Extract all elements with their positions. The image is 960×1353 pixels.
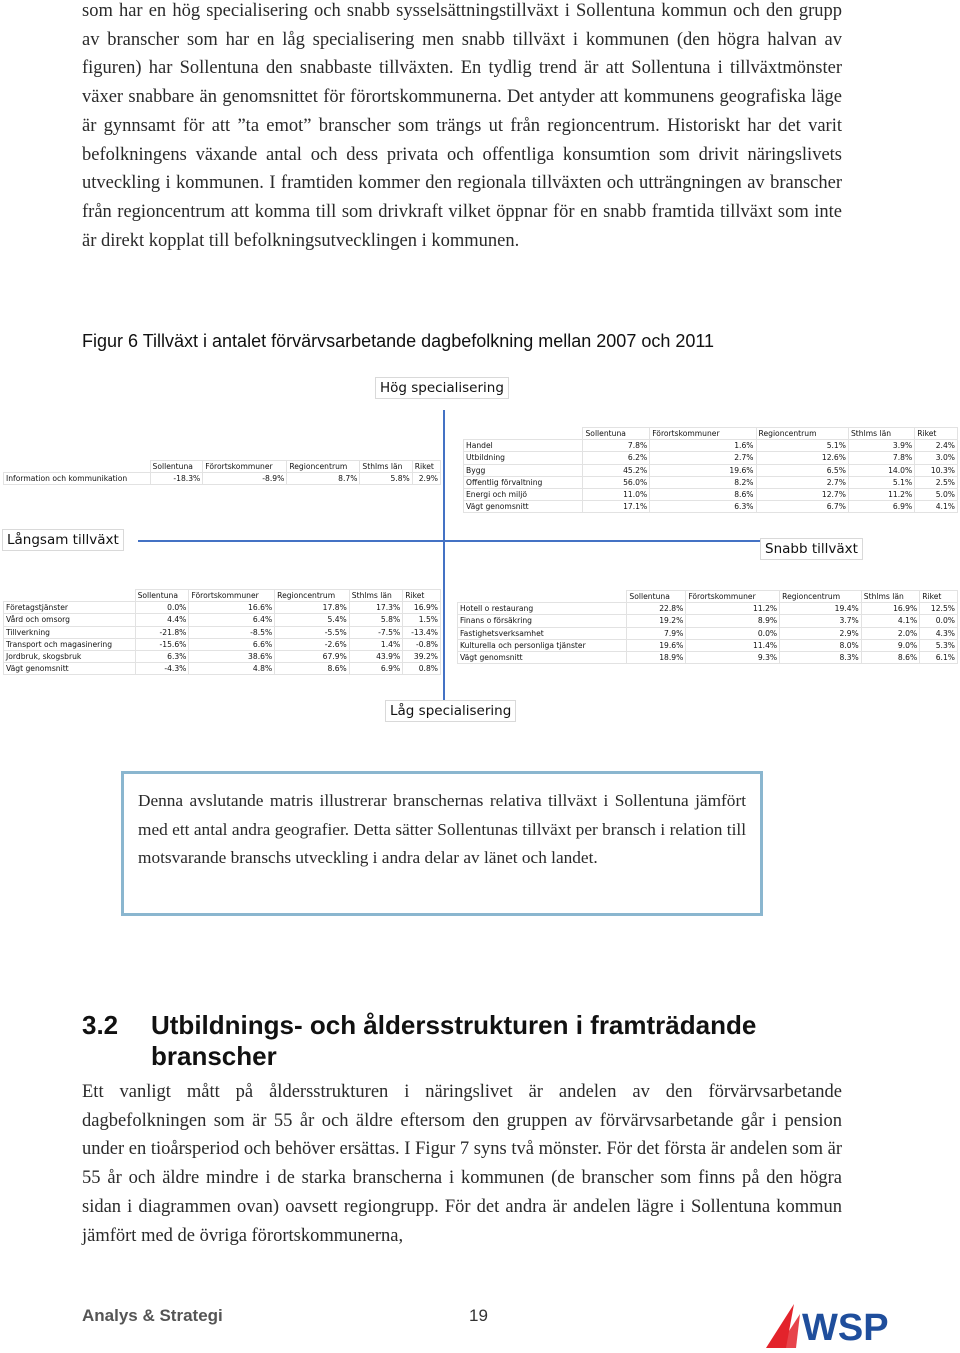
section-title: Utbildnings- och åldersstrukturen i framträdande branscher — [151, 1010, 757, 1071]
table-bottom-right — [457, 590, 958, 664]
table-cell: 5.8% — [349, 614, 402, 626]
table-cell: 6.9% — [349, 663, 402, 675]
table-cell: 8.6% — [275, 663, 350, 675]
table-header-row — [458, 591, 958, 603]
table-cell: 6.6% — [189, 638, 275, 650]
table-cell: 11.0% — [583, 489, 650, 501]
table-cell: 0.0% — [686, 627, 780, 639]
column-header: Förortskommuner — [203, 461, 287, 473]
table-cell: 3.0% — [915, 452, 958, 464]
table-cell: 5.4% — [275, 614, 350, 626]
table-cell: 1.6% — [650, 440, 756, 452]
column-header: Riket — [915, 428, 958, 440]
table-cell: 9.0% — [861, 639, 919, 651]
table-cell: 11.4% — [686, 639, 780, 651]
column-header: Sollentuna — [583, 428, 650, 440]
table-row — [4, 614, 441, 626]
column-header: Regioncentrum — [756, 428, 848, 440]
table-cell: 2.4% — [915, 440, 958, 452]
table-cell: 6.4% — [189, 614, 275, 626]
table-cell: 5.0% — [915, 489, 958, 501]
table-cell: 16.9% — [861, 603, 919, 615]
row-label: Hotell o restaurang — [458, 603, 627, 615]
column-header: Regioncentrum — [780, 591, 862, 603]
table-header-row — [4, 461, 441, 473]
row-label: Vägt genomsnitt — [458, 652, 627, 664]
table-cell: 2.9% — [412, 473, 440, 485]
table-row — [4, 663, 441, 675]
axis-label-high-specialization: Hög specialisering — [375, 377, 509, 399]
table-cell: 12.7% — [756, 489, 848, 501]
page-number: 19 — [469, 1306, 488, 1325]
table-cell: 22.8% — [627, 603, 686, 615]
table-cell: 17.1% — [583, 501, 650, 513]
section-number: 3.2 — [82, 1010, 119, 1040]
table-cell: 45.2% — [583, 464, 650, 476]
table-bottom-left — [3, 589, 441, 675]
table-cell: 38.6% — [189, 651, 275, 663]
table-cell: 5.1% — [756, 440, 848, 452]
table-cell: 1.5% — [403, 614, 441, 626]
section-heading — [82, 1010, 842, 1072]
axis-label-low-specialization: Låg specialisering — [385, 700, 516, 722]
table-cell: 1.4% — [349, 638, 402, 650]
table-cell: 39.2% — [403, 651, 441, 663]
axis-label-slow-growth: Långsam tillväxt — [2, 529, 124, 551]
figure-caption: Figur 6 Tillväxt i antalet förvärvsarbetande dagbefolkning mellan 2007 och 2011 — [82, 331, 715, 351]
table-cell: 18.9% — [627, 652, 686, 664]
column-header: Sollentuna — [150, 461, 203, 473]
table-row — [458, 615, 958, 627]
table-row — [464, 452, 958, 464]
table-cell: 4.1% — [861, 615, 919, 627]
table-cell: 6.2% — [583, 452, 650, 464]
column-header: Sthlms län — [861, 591, 919, 603]
row-label: Bygg — [464, 464, 583, 476]
table-row — [464, 501, 958, 513]
table-row — [458, 652, 958, 664]
table-cell: -13.4% — [403, 626, 441, 638]
table-cell: 6.7% — [756, 501, 848, 513]
table-cell: 8.3% — [780, 652, 862, 664]
footer-department: Analys & Strategi — [82, 1306, 223, 1325]
column-header: Sollentuna — [627, 591, 686, 603]
table-cell: 8.6% — [650, 489, 756, 501]
row-label: Fastighetsverksamhet — [458, 627, 627, 639]
table-top-right — [463, 427, 958, 513]
table-header-row — [464, 428, 958, 440]
column-header: Riket — [920, 591, 958, 603]
table-row — [4, 473, 441, 485]
table-cell: 3.7% — [780, 615, 862, 627]
table-cell: 5.1% — [848, 476, 914, 488]
header-corner — [464, 428, 583, 440]
table-row — [458, 627, 958, 639]
body-paragraph-top: som har en hög specialisering och snabb sysselsättningstillväxt i Sollentuna kommun och den grupp av branscher som har en låg specialisering men snabb tillväxt i kommunen (den högra halvan av figuren) har Sollentuna den snabbaste tillväxten. En tydlig trend är att Sollentuna i tillväxtmönster växer snabbare än genomsnittet för förortskommunerna. Det antyder att kommunens geografiska läge är gynnsamt för att ”ta emot” branscher som trängs ut från regioncentrum. Historiskt har det varit befolkningens växande antal och dess privata och offentliga konsumtion som drivit näringslivets utveckling i kommunen. I framtiden kommer den regionala tillväxten och utträngningen av branscher från regioncentrum att komma till som drivkraft vilket öppnar för en snabb framtida tillväxt som inte är direkt kopplat till befolkningsutvecklingen i kommunen. — [82, 1, 842, 251]
table-cell: 16.9% — [403, 602, 441, 614]
table-row — [464, 489, 958, 501]
row-label: Vägt genomsnitt — [4, 663, 136, 675]
row-label: Transport och magasinering — [4, 638, 136, 650]
table-cell: 5.3% — [920, 639, 958, 651]
table-cell: -5.5% — [275, 626, 350, 638]
table-cell: 17.3% — [349, 602, 402, 614]
column-header: Sthlms län — [360, 461, 412, 473]
horizontal-axis — [138, 540, 764, 542]
row-label: Information och kommunikation — [4, 473, 151, 485]
column-header: Regioncentrum — [275, 590, 350, 602]
row-label: Tillverkning — [4, 626, 136, 638]
row-label: Finans o försäkring — [458, 615, 627, 627]
table-cell: 10.3% — [915, 464, 958, 476]
table-cell: 4.8% — [189, 663, 275, 675]
row-label: Utbildning — [464, 452, 583, 464]
table-cell: 0.0% — [135, 602, 189, 614]
table-cell: 7.9% — [627, 627, 686, 639]
table-cell: 17.8% — [275, 602, 350, 614]
row-label: Vägt genomsnitt — [464, 501, 583, 513]
table-row — [458, 603, 958, 615]
table-cell: 16.6% — [189, 602, 275, 614]
table-cell: -4.3% — [135, 663, 189, 675]
table-cell: 2.0% — [861, 627, 919, 639]
table-cell: 6.9% — [848, 501, 914, 513]
table-cell: 2.5% — [915, 476, 958, 488]
table-row — [464, 464, 958, 476]
column-header: Regioncentrum — [287, 461, 360, 473]
table-cell: 8.7% — [287, 473, 360, 485]
row-label: Offentlig förvaltning — [464, 476, 583, 488]
table-cell: 11.2% — [848, 489, 914, 501]
column-header: Sollentuna — [135, 590, 189, 602]
row-label: Kulturella och personliga tjänster — [458, 639, 627, 651]
table-top-left — [3, 460, 441, 485]
table-cell: -7.5% — [349, 626, 402, 638]
column-header: Förortskommuner — [686, 591, 780, 603]
table-cell: 4.1% — [915, 501, 958, 513]
table-cell: -15.6% — [135, 638, 189, 650]
table-cell: -0.8% — [403, 638, 441, 650]
column-header: Sthlms län — [349, 590, 402, 602]
table-cell: 67.9% — [275, 651, 350, 663]
table-cell: -2.6% — [275, 638, 350, 650]
table-cell: 56.0% — [583, 476, 650, 488]
table-cell: 8.9% — [686, 615, 780, 627]
table-cell: -18.3% — [150, 473, 203, 485]
table-row — [464, 440, 958, 452]
table-cell: 2.7% — [756, 476, 848, 488]
table-cell: -8.9% — [203, 473, 287, 485]
table-cell: 0.8% — [403, 663, 441, 675]
axis-label-fast-growth: Snabb tillväxt — [760, 538, 863, 560]
table-cell: -21.8% — [135, 626, 189, 638]
table-cell: 7.8% — [848, 452, 914, 464]
body-paragraph-bottom: Ett vanligt mått på åldersstrukturen i näringslivet är andelen av den förvärvsarbetande dagbefolkningen som är 55 år och äldre eftersom den gruppen av förvärvsarbetande går i pension under en tioårsperiod och behöver ersättas. I Figur 7 syns två mönster. För det första är andelen som är 55 år och äldre mindre i de starka branscherna i kommunen (de branscher som finns på den högra sidan i diagrammen ovan) oavsett regiongrupp. För det andra är andelen lägre i Sollentuna kommun jämfört med de övriga förortskommunerna, — [82, 1082, 842, 1246]
table-row — [4, 626, 441, 638]
table-cell: 6.5% — [756, 464, 848, 476]
table-cell: 5.8% — [360, 473, 412, 485]
table-cell: 4.3% — [920, 627, 958, 639]
table-cell: 8.2% — [650, 476, 756, 488]
growth-matrix — [0, 370, 960, 730]
vertical-axis — [443, 410, 445, 700]
row-label: Vård och omsorg — [4, 614, 136, 626]
column-header: Riket — [403, 590, 441, 602]
table-cell: 4.4% — [135, 614, 189, 626]
row-label: Företagstjänster — [4, 602, 136, 614]
column-header: Förortskommuner — [189, 590, 275, 602]
table-cell: 3.9% — [848, 440, 914, 452]
column-header: Riket — [412, 461, 440, 473]
table-cell: 19.6% — [627, 639, 686, 651]
table-cell: 8.0% — [780, 639, 862, 651]
table-cell: 43.9% — [349, 651, 402, 663]
table-cell: 7.8% — [583, 440, 650, 452]
table-cell: -8.5% — [189, 626, 275, 638]
column-header: Sthlms län — [848, 428, 914, 440]
explanation-text: Denna avslutande matris illustrerar branschernas relativa tillväxt i Sollentuna jämfört med ett antal andra geografier. Detta sätter Sollentunas tillväxt per bransch i relation till motsvarande branschs utveckling i andra delar av länet och landet. — [138, 791, 746, 868]
row-label: Energi och miljö — [464, 489, 583, 501]
logo-text: WSP — [802, 1307, 889, 1349]
row-label: Handel — [464, 440, 583, 452]
row-label: Jordbruk, skogsbruk — [4, 651, 136, 663]
table-cell: 19.2% — [627, 615, 686, 627]
table-row — [4, 602, 441, 614]
table-cell: 12.6% — [756, 452, 848, 464]
table-cell: 11.2% — [686, 603, 780, 615]
table-cell: 2.9% — [780, 627, 862, 639]
wsp-logo — [764, 1300, 900, 1350]
table-cell: 12.5% — [920, 603, 958, 615]
explanation-box — [121, 771, 763, 916]
table-row — [458, 639, 958, 651]
table-header-row — [4, 590, 441, 602]
table-cell: 0.0% — [920, 615, 958, 627]
table-cell: 6.1% — [920, 652, 958, 664]
table-cell: 9.3% — [686, 652, 780, 664]
column-header: Förortskommuner — [650, 428, 756, 440]
table-cell: 8.6% — [861, 652, 919, 664]
table-cell: 19.4% — [780, 603, 862, 615]
header-corner — [458, 591, 627, 603]
table-row — [4, 651, 441, 663]
table-cell: 2.7% — [650, 452, 756, 464]
table-cell: 6.3% — [650, 501, 756, 513]
table-cell: 19.6% — [650, 464, 756, 476]
header-corner — [4, 590, 136, 602]
table-cell: 6.3% — [135, 651, 189, 663]
table-row — [4, 638, 441, 650]
table-cell: 14.0% — [848, 464, 914, 476]
header-corner — [4, 461, 151, 473]
table-row — [464, 476, 958, 488]
